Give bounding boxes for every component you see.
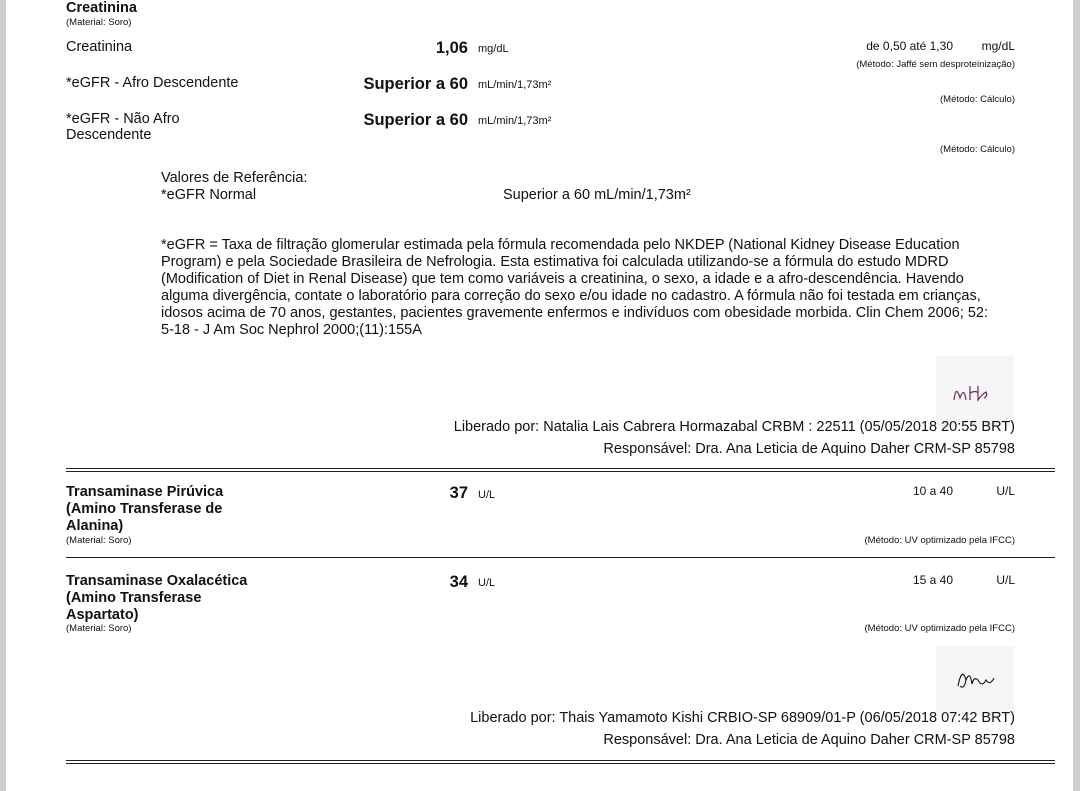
result-value-egfr-afro: Superior a 60	[363, 75, 468, 93]
method-label: (Método: UV optimizado pela IFCC)	[864, 623, 1015, 634]
row-label-egfr-nao-afro-line2: Descendente	[66, 127, 152, 143]
exam-title-tgp	[66, 484, 223, 534]
title-line: Alanina)	[66, 517, 124, 534]
signature-image	[936, 356, 1014, 426]
title-line: Transaminase Pirúvica	[66, 484, 224, 500]
result-unit: mL/min/1,73m²	[478, 79, 552, 91]
result-value-tgo: 34	[449, 573, 468, 591]
method-label: (Método: Cálculo)	[940, 144, 1015, 155]
reference-unit: U/L	[996, 573, 1015, 587]
note-line: *eGFR = Taxa de filtração glomerular estimada pela fórmula recomendada pelo NKDEP (National Kidney Disease Education	[161, 237, 960, 253]
section-divider	[66, 557, 1055, 558]
report-page	[6, 0, 1073, 791]
reference-label: *eGFR Normal	[161, 187, 257, 203]
reference-range: 15 a 40	[912, 573, 953, 587]
title-line: Aspartato)	[66, 606, 139, 623]
exam-title-creatinina: Creatinina	[66, 0, 137, 16]
result-unit: U/L	[478, 489, 496, 501]
reference-unit: U/L	[996, 484, 1015, 498]
section-divider	[66, 760, 1055, 761]
section-divider	[66, 471, 1055, 472]
reference-value: Superior a 60 mL/min/1,73m²	[503, 187, 691, 203]
result-unit: mg/dL	[478, 43, 509, 55]
reference-unit: mg/dL	[981, 39, 1015, 53]
reference-range: de 0,50 até 1,30	[866, 39, 953, 53]
result-unit: U/L	[478, 577, 496, 589]
exam-title-tgo	[66, 573, 247, 623]
material-label: (Material: Soro)	[66, 623, 132, 634]
result-value-creatinina: 1,06	[435, 39, 468, 57]
responsible: Responsável: Dra. Ana Leticia de Aquino Daher CRM-SP 85798	[603, 441, 1015, 457]
released-by: Liberado por: Natalia Lais Cabrera Hormazabal CRBM : 22511 (05/05/2018 20:55 BRT)	[453, 419, 1015, 435]
method-label: (Método: UV optimizado pela IFCC)	[864, 535, 1015, 546]
result-value-egfr-nao-afro: Superior a 60	[363, 111, 468, 129]
material-label: (Material: Soro)	[66, 17, 132, 28]
section-divider	[66, 468, 1055, 469]
egfr-note	[161, 237, 988, 338]
result-unit: mL/min/1,73m²	[478, 115, 552, 127]
released-by: Liberado por: Thais Yamamoto Kishi CRBIO-SP 68909/01-P (06/05/2018 07:42 BRT)	[470, 710, 1015, 726]
section-divider	[66, 763, 1055, 764]
material-label: (Material: Soro)	[66, 535, 132, 546]
note-line: Program) e pela Sociedade Brasileira de Nefrologia. Esta estimativa foi calculada utilizando-se a fórmula do estudo MDRD	[161, 253, 949, 270]
method-label: (Método: Cálculo)	[940, 94, 1015, 105]
reference-values-title: Valores de Referência:	[161, 170, 308, 186]
note-line: idosos acima de 70 anos, gestantes, pacientes gravemente enfermos e indivíduos com obesidade morbida. Clin Chem 2006; 52:	[161, 304, 988, 321]
title-line: Transaminase Oxalacética	[66, 573, 248, 589]
title-line: (Amino Transferase	[66, 589, 202, 606]
responsible: Responsável: Dra. Ana Leticia de Aquino Daher CRM-SP 85798	[603, 732, 1015, 748]
row-label-creatinina: Creatinina	[66, 39, 133, 55]
reference-range: 10 a 40	[912, 484, 953, 498]
title-line: (Amino Transferase de	[66, 500, 223, 517]
signature-image	[936, 646, 1014, 716]
row-label-egfr-nao-afro: *eGFR - Não Afro	[66, 111, 180, 127]
note-line: 5-18 - J Am Soc Nephrol 2000;(11):155A	[161, 321, 422, 338]
result-value-tgp: 37	[449, 484, 468, 502]
note-line: (Modification of Diet in Renal Disease) que tem como variáveis a creatinina, o sexo, a idade e a afro-descendência. Havendo	[161, 270, 964, 287]
row-label-egfr-afro: *eGFR - Afro Descendente	[66, 75, 239, 91]
note-line: alguma divergência, contate o laboratório para correção do sexo e/ou idade no cadastro. A fórmula não foi testada em crianças,	[161, 287, 981, 304]
method-label: (Método: Jaffé sem desproteinização)	[856, 59, 1015, 70]
